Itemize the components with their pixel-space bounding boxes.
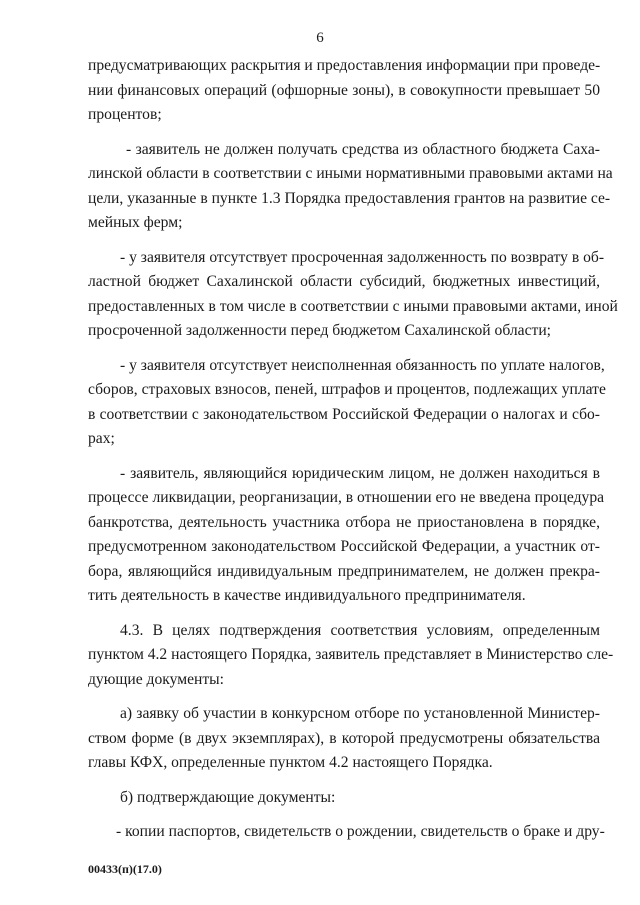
text-line: а) заявку об участии в конкурсном отборе по установленной Министер-: [120, 705, 600, 722]
text-line: предусмотренном законодательством Российской Федерации, а участник от-: [88, 538, 600, 555]
text-line: тить деятельность в качестве индивидуального предпринимателя.: [88, 587, 526, 604]
text-line: - у заявителя отсутствует просроченная задолженность по возврату в об-: [120, 248, 605, 266]
text-line: банкротства, деятельность участника отбора не приостановлена в порядке,: [88, 513, 600, 531]
document-footer-code: 00433(п)(17.0): [88, 862, 162, 876]
page-number: 6: [316, 30, 324, 46]
text-line: 4.3. В целях подтверждения соответствия условиям, определенным: [120, 621, 600, 639]
paragraph-item-a: [88, 702, 600, 776]
text-line: пунктом 4.2 настоящего Порядка, заявитель представляет в Министерство сле-: [88, 646, 614, 663]
paragraph-section-4-3: [88, 619, 614, 693]
text-line: ластной бюджет Сахалинской области субсидий, бюджетных инвестиций,: [88, 273, 600, 290]
paragraph-no-overdue-debt: [88, 246, 618, 344]
text-line: мейных ферм;: [88, 214, 183, 231]
paragraph-not-receive-funds: [88, 138, 613, 236]
text-line: процентов;: [88, 106, 162, 123]
text-line: - копии паспортов, свидетельств о рождении, свидетельств о браке и дру-: [116, 823, 605, 840]
text-line: б) подтверждающие документы:: [120, 788, 336, 806]
text-line: предусматривающих раскрытия и предоставления информации при проведе-: [88, 57, 601, 74]
paragraph-no-liquidation: [88, 462, 605, 609]
document-body: [88, 54, 618, 845]
text-line: дующие документы:: [88, 670, 224, 688]
text-line: процессе ликвидации, реорганизации, в отношении его не введена процедура: [88, 489, 605, 506]
text-line: - у заявителя отсутствует неисполненная обязанность по уплате налогов,: [120, 356, 605, 374]
text-line: рах;: [88, 430, 115, 447]
text-line: бора, являющийся индивидуальным предпринимателем, не должен прекра-: [88, 562, 600, 580]
text-line: - заявитель не должен получать средства из областного бюджета Саха-: [126, 140, 600, 158]
text-line: линской области в соответствии с иными нормативными правовыми актами на: [88, 165, 613, 182]
text-line: ством форме (в двух экземплярах), в которой предусмотрены обязательства: [88, 729, 600, 747]
text-line: - заявитель, являющийся юридическим лицом, не должен находиться в: [120, 464, 600, 482]
text-line: главы КФХ, определенные пунктом 4.2 настоящего Порядка.: [88, 754, 493, 771]
paragraph-no-tax-obligation: [88, 354, 606, 452]
text-line: сборов, страховых взносов, пеней, штрафов и процентов, подлежащих уплате: [88, 381, 606, 398]
text-line: цели, указанные в пункте 1.3 Порядка предоставления грантов на развитие се-: [88, 189, 611, 207]
paragraph-item-b: [88, 786, 600, 811]
text-line: нии финансовых операций (офшорные зоны), в совокупности превышает 50: [88, 81, 600, 99]
paragraph-copies-of-documents: [88, 820, 605, 845]
text-line: предоставленных в том числе в соответствии с иными правовыми актами, иной: [88, 297, 618, 315]
paragraph-continuation: [88, 54, 600, 128]
text-line: в соответствии с законодательством Российской Федерации о налогах и сбо-: [88, 405, 600, 423]
text-line: просроченной задолженности перед бюджетом Сахалинской области;: [88, 322, 552, 339]
